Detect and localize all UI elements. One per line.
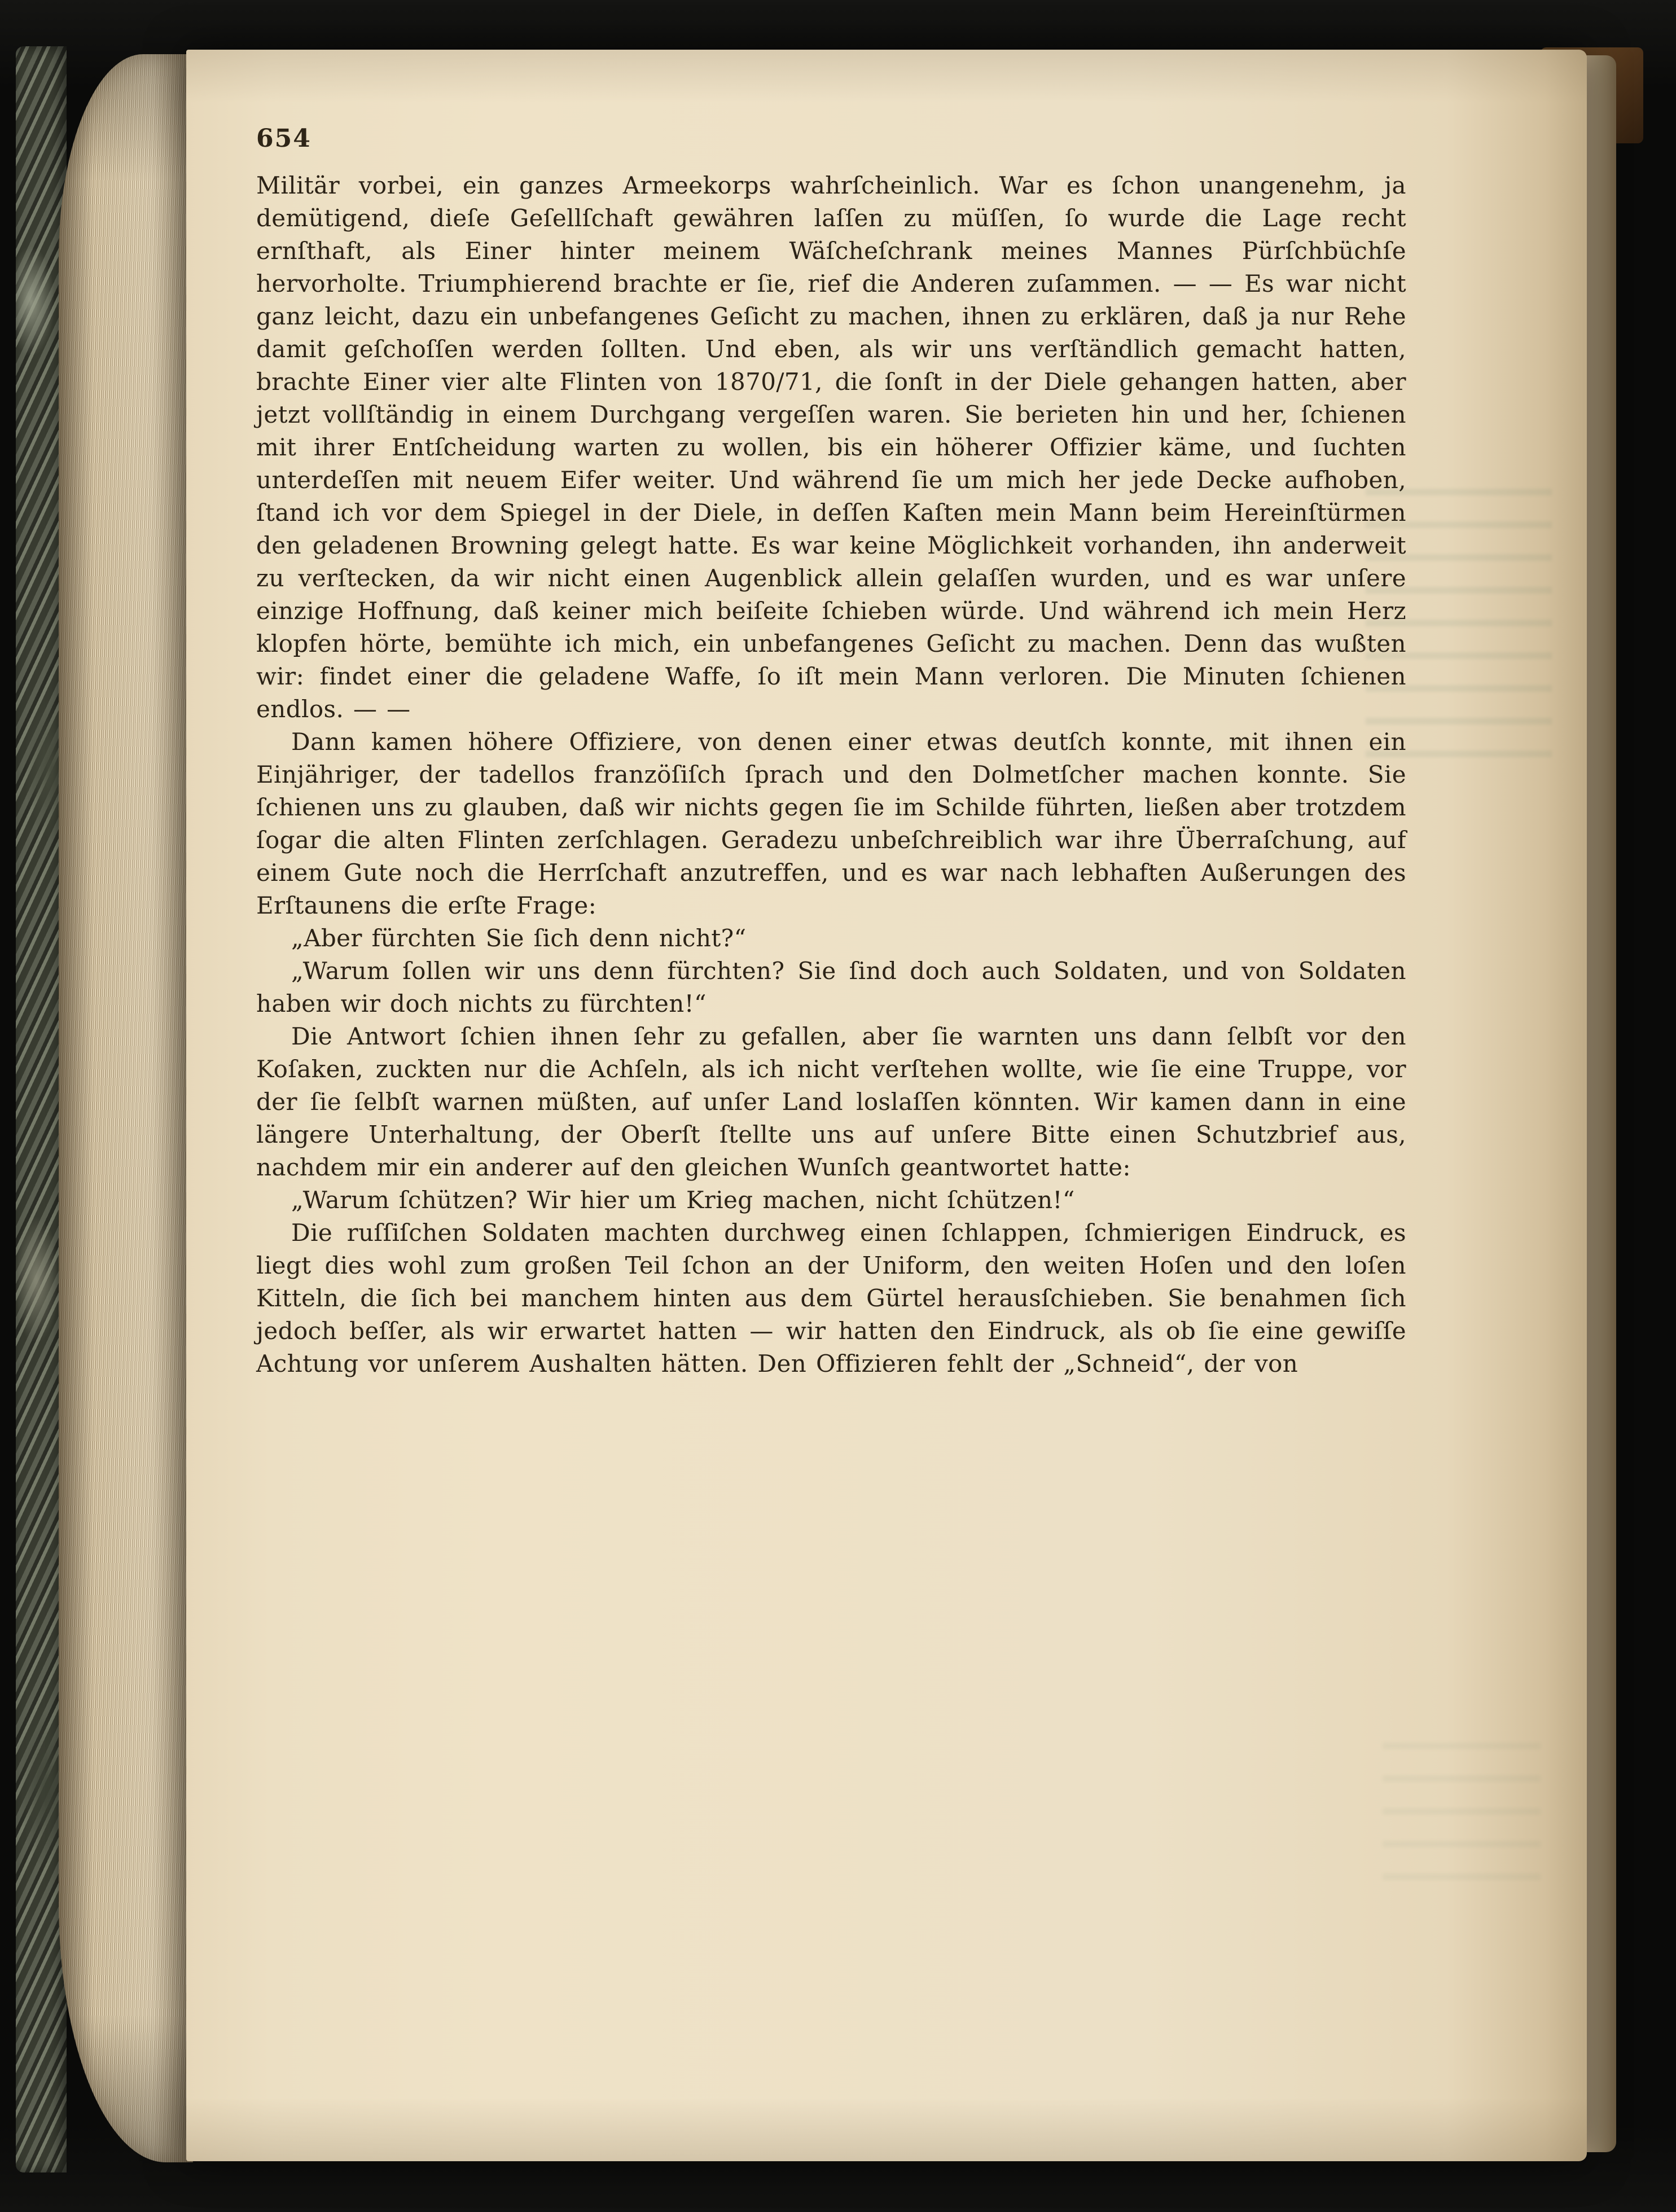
paragraph: „Warum ſchützen? Wir hier um Krieg machen, nicht ſchützen!“ <box>291 1186 1075 1214</box>
page-number: 654 <box>256 124 311 153</box>
paragraph: Militär vorbei, ein ganzes Armeekorps wahrſcheinlich. War es ſchon unangenehm, ja demütigend, dieſe Geſellſchaft gewähren laſſen zu müſſen, ſo wurde die Lage recht ernſthaft, als Einer hinter meinem Wäſcheſchrank meines Mannes Pürſchbüchſe hervorholte. Triumphierend brachte er ſie, rief die Anderen zuſammen. — — Es war nicht ganz leicht, dazu ein unbefangenes Geſicht zu machen, ihnen zu erklären, daß ja nur Rehe damit geſchoſſen werden ſollten. Und eben, als wir uns verſtändlich gemacht hatten, brachte Einer vier alte Flinten von 1870/71, die ſonſt in der Diele gehangen hatten, aber jetzt vollſtändig in einem Durchgang vergeſſen waren. Sie berieten hin und her, ſchienen mit ihrer Entſcheidung warten zu wollen, bis ein höherer Offizier käme, und ſuchten unterdeſſen mit neuem Eifer weiter. Und während ſie um mich her jede Decke aufhoben, ſtand ich vor dem Spiegel in der Diele, in deſſen Kaſten mein Mann beim Hereinſtürmen den geladenen Browning gelegt hatte. Es war keine Möglichkeit vorhanden, ihn anderweit zu verſtecken, da wir nicht einen Augenblick allein gelaſſen wurden, und es war unſere einzige Hoffnung, daß keiner mich beiſeite ſchieben würde. Und während ich mein Herz klopfen hörte, bemühte ich mich, ein unbefangenes Geſicht zu machen. Denn das wußten wir: findet einer die geladene Waffe, ſo iſt mein Mann verloren. Die Minuten ſchienen endlos. — — <box>256 172 1406 723</box>
paragraph: „Aber fürchten Sie ſich denn nicht?“ <box>291 924 747 952</box>
book-page <box>186 50 1587 2161</box>
ink-bleedthrough-lower <box>1383 1731 1541 1901</box>
paragraph: Die ruſſiſchen Soldaten machten durchweg einen ſchlappen, ſchmierigen Eindruck, es liegt dies wohl zum großen Teil ſchon an der Uniform, den weiten Hoſen und den loſen Kitteln, die ſich bei manchem hinten aus dem Gürtel herausſchieben. Sie benahmen ſich jedoch beſſer, als wir erwartet hatten — wir hatten den Eindruck, als ob ſie eine gewiſſe Achtung vor unſerem Aushalten hätten. Den Offizieren fehlt der „Schneid“, der von <box>256 1219 1406 1377</box>
paragraph: Die Antwort ſchien ihnen ſehr zu gefallen, aber ſie warnten uns dann ſelbſt vor den Koſaken, zuckten nur die Achſeln, als ich nicht verſtehen wollte, wie ſie eine Truppe, vor der ſie ſelbſt warnen müßten, auf unſer Land loslaſſen könnten. Wir kamen dann in eine längere Unterhaltung, der Oberſt ſtellte uns auf unſere Bitte einen Schutzbrief aus, nachdem mir ein anderer auf den gleichen Wunſch geantwortet hatte: <box>256 1022 1406 1181</box>
paragraph: „Warum ſollen wir uns denn fürchten? Sie ſind doch auch Soldaten, und von Soldaten haben wir doch nichts zu fürchten!“ <box>256 957 1406 1017</box>
paragraph: Dann kamen höhere Offiziere, von denen einer etwas deutſch konnte, mit ihnen ein Einjähriger, der tadellos franzöſiſch ſprach und den Dolmetſcher machen konnte. Sie ſchienen uns zu glauben, daß wir nichts gegen ſie im Schilde führten, ließen aber trotzdem ſogar die alten Flinten zerſchlagen. Geradezu unbeſchreiblich war ihre Überraſchung, auf einem Gute noch die Herrſchaft anzutreffen, und es war nach lebhaften Außerungen des Erſtaunens die erſte Frage: <box>256 728 1406 919</box>
adjacent-page-edge <box>1583 55 1616 2152</box>
page-edges-stack <box>59 54 193 2162</box>
page-text <box>256 169 1406 1380</box>
